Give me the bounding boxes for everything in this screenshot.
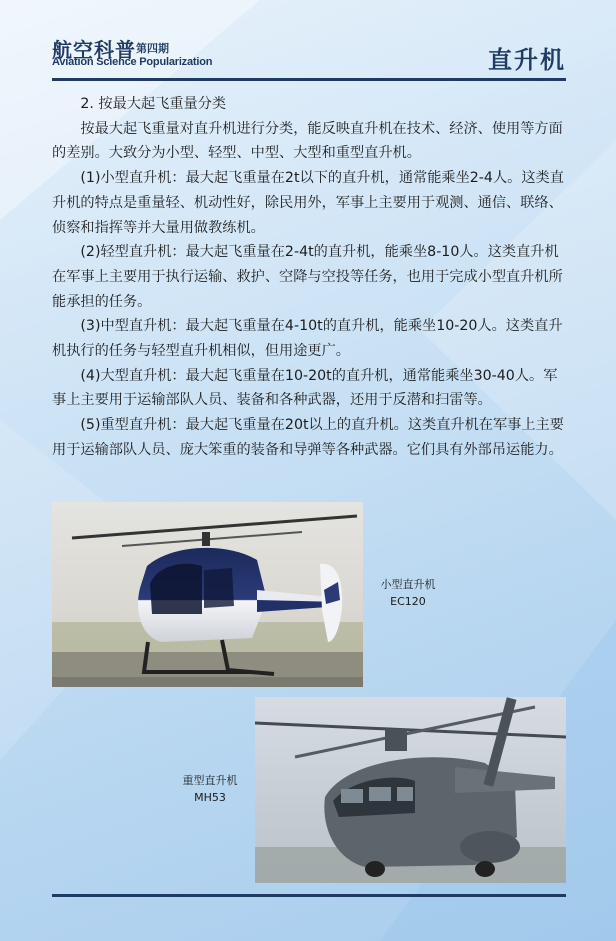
ec120-photo	[52, 502, 363, 687]
section-heading: 2. 按最大起飞重量分类	[80, 96, 227, 112]
magazine-subtitle: Aviation Science Popularization	[52, 56, 213, 68]
caption-line: 重型直升机	[182, 774, 238, 787]
footer-divider	[52, 894, 566, 897]
helicopter-ec120-image	[52, 502, 363, 687]
caption-line: 小型直升机	[380, 578, 436, 591]
helicopter-mh53-image	[255, 697, 566, 883]
mh53-photo	[255, 697, 566, 883]
caption-line: EC120	[390, 595, 426, 608]
caption-line: MH53	[194, 791, 226, 804]
header-divider	[52, 78, 566, 81]
paragraph: (5)重型直升机：最大起飞重量在20t以上的直升机。这类直升机在军事上主要用于运输部队人员、庞大笨重的装备和导弹等各种武器。它们具有外部吊运能力。	[52, 417, 564, 458]
page-header	[52, 34, 566, 76]
ec120-caption	[372, 576, 444, 610]
paragraph: (1)小型直升机：最大起飞重量在2t以下的直升机，通常能乘坐2-4人。这类直升机的特点是重量轻、机动性好，除民用外，军事上主要用于观测、通信、联络、侦察和指挥等并大量用做教练机。	[52, 170, 564, 236]
mh53-caption	[172, 772, 248, 806]
magazine-title: 航空科普	[52, 38, 136, 62]
paragraph: 按最大起飞重量对直升机进行分类，能反映直升机在技术、经济、使用等方面的差别。大致分为小型、轻型、中型、大型和重型直升机。	[52, 120, 563, 162]
paragraph: (3)中型直升机：最大起飞重量在4-10t的直升机，能乘坐10-20人。这类直升机执行的任务与轻型直升机相似，但用途更广。	[52, 318, 563, 360]
section-title: 直升机	[488, 46, 566, 74]
paragraph: (2)轻型直升机：最大起飞重量在2-4t的直升机，能乘坐8-10人。这类直升机在军事上主要用于执行运输、救护、空降与空投等任务，也用于完成小型直升机所能承担的任务。	[52, 244, 563, 310]
paragraph: (4)大型直升机：最大起飞重量在10-20t的直升机，通常能乘坐30-40人。军事上主要用于运输部队人员、装备和各种武器，还用于反潜和扫雷等。	[52, 367, 558, 409]
article-body	[52, 92, 566, 463]
issue-label: 第四期	[136, 42, 169, 55]
